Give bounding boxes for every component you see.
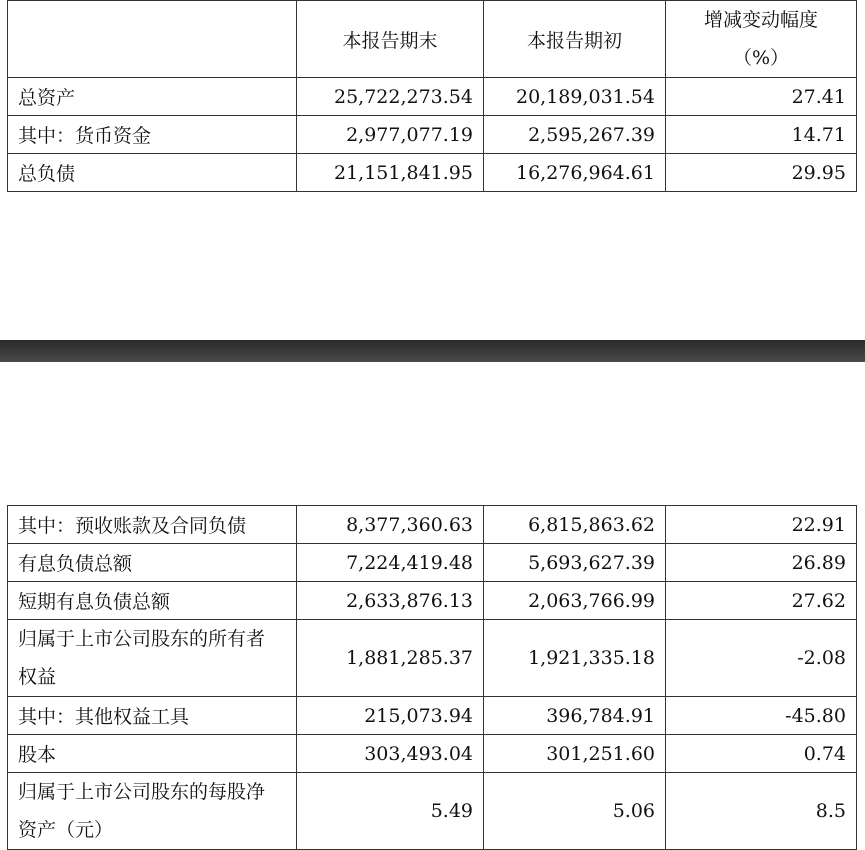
balance-table-bottom	[7, 505, 857, 850]
row-change-value: -45.80	[666, 697, 857, 735]
row-end-value: 1,881,285.37	[297, 620, 484, 697]
row-start-value: 6,815,863.62	[484, 506, 666, 544]
row-start-value: 1,921,335.18	[484, 620, 666, 697]
row-change-value: 14.71	[666, 116, 857, 154]
table-row	[8, 582, 857, 620]
row-end-value: 215,073.94	[297, 697, 484, 735]
row-label-line2: 资产（元）	[18, 819, 114, 841]
row-end-value: 2,977,077.19	[297, 116, 484, 154]
row-label: 有息负债总额	[8, 544, 297, 582]
row-label-line1: 归属于上市公司股东的所有者	[18, 628, 266, 650]
row-label: 总负债	[8, 154, 297, 192]
table-row	[8, 78, 857, 116]
row-end-value: 25,722,273.54	[297, 78, 484, 116]
table-row	[8, 544, 857, 582]
row-change-value: 27.62	[666, 582, 857, 620]
row-start-value: 396,784.91	[484, 697, 666, 735]
row-label: 其中：其他权益工具	[8, 697, 297, 735]
header-change-pct	[666, 1, 857, 78]
table-row	[8, 154, 857, 192]
header-change-unit: （%）	[732, 47, 790, 69]
header-change-label: 增减变动幅度	[703, 9, 818, 31]
row-label: 股本	[8, 735, 297, 773]
row-change-value: -2.08	[666, 620, 857, 697]
row-change-value: 22.91	[666, 506, 857, 544]
row-change-value: 29.95	[666, 154, 857, 192]
row-end-value: 7,224,419.48	[297, 544, 484, 582]
row-label: 其中：货币资金	[8, 116, 297, 154]
balance-table-top	[7, 0, 857, 192]
row-end-value: 303,493.04	[297, 735, 484, 773]
header-period-end: 本报告期末	[297, 1, 484, 78]
row-label-line2: 权益	[18, 666, 57, 688]
row-start-value: 20,189,031.54	[484, 78, 666, 116]
row-change-value: 0.74	[666, 735, 857, 773]
row-label	[8, 620, 297, 697]
table-header-row	[8, 1, 857, 78]
table-row	[8, 620, 857, 697]
header-period-start: 本报告期初	[484, 1, 666, 78]
row-change-value: 26.89	[666, 544, 857, 582]
row-start-value: 5.06	[484, 773, 666, 850]
table-row	[8, 506, 857, 544]
row-label: 总资产	[8, 78, 297, 116]
row-change-value: 27.41	[666, 78, 857, 116]
row-label-line1: 归属于上市公司股东的每股净	[18, 781, 266, 803]
row-start-value: 5,693,627.39	[484, 544, 666, 582]
header-blank	[8, 1, 297, 78]
section-divider-bar	[0, 340, 865, 362]
table-row	[8, 116, 857, 154]
row-end-value: 8,377,360.63	[297, 506, 484, 544]
row-start-value: 2,063,766.99	[484, 582, 666, 620]
table-row	[8, 735, 857, 773]
row-start-value: 301,251.60	[484, 735, 666, 773]
row-end-value: 21,151,841.95	[297, 154, 484, 192]
row-end-value: 2,633,876.13	[297, 582, 484, 620]
row-start-value: 2,595,267.39	[484, 116, 666, 154]
table-row	[8, 773, 857, 850]
row-end-value: 5.49	[297, 773, 484, 850]
table-row	[8, 697, 857, 735]
row-label: 其中：预收账款及合同负债	[8, 506, 297, 544]
row-change-value: 8.5	[666, 773, 857, 850]
row-label	[8, 773, 297, 850]
row-start-value: 16,276,964.61	[484, 154, 666, 192]
row-label: 短期有息负债总额	[8, 582, 297, 620]
